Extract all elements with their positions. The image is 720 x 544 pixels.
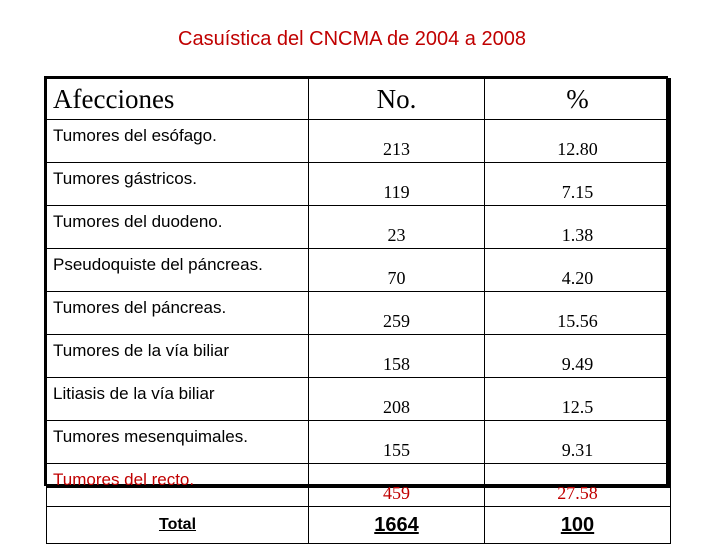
table-row xyxy=(47,163,671,206)
row-number: 213 xyxy=(309,120,485,163)
row-percent: 27.58 xyxy=(485,464,671,507)
row-number: 259 xyxy=(309,292,485,335)
row-name: Tumores de la vía biliar xyxy=(47,335,309,378)
total-percent: 100 xyxy=(485,507,671,544)
table-row xyxy=(47,335,671,378)
row-name: Litiasis de la vía biliar xyxy=(47,378,309,421)
table-row xyxy=(47,378,671,421)
table-row xyxy=(47,249,671,292)
row-percent: 9.49 xyxy=(485,335,671,378)
row-name: Tumores del páncreas. xyxy=(47,292,309,335)
row-percent: 12.5 xyxy=(485,378,671,421)
row-number: 155 xyxy=(309,421,485,464)
table-row xyxy=(47,120,671,163)
row-number: 119 xyxy=(309,163,485,206)
row-name: Tumores gástricos. xyxy=(47,163,309,206)
header-percent: % xyxy=(485,79,671,120)
row-percent: 7.15 xyxy=(485,163,671,206)
row-name: Tumores del recto. xyxy=(47,464,309,507)
header-number: No. xyxy=(309,79,485,120)
row-percent: 12.80 xyxy=(485,120,671,163)
table-row xyxy=(47,292,671,335)
row-number: 459 xyxy=(309,464,485,507)
row-number: 70 xyxy=(309,249,485,292)
row-percent: 15.56 xyxy=(485,292,671,335)
row-name: Pseudoquiste del páncreas. xyxy=(47,249,309,292)
total-number: 1664 xyxy=(309,507,485,544)
table-row-highlighted xyxy=(47,464,671,507)
slide-title: Casuística del CNCMA de 2004 a 2008 xyxy=(178,28,526,50)
row-percent: 4.20 xyxy=(485,249,671,292)
row-number: 208 xyxy=(309,378,485,421)
row-name: Tumores del duodeno. xyxy=(47,206,309,249)
row-number: 23 xyxy=(309,206,485,249)
data-table-container xyxy=(44,76,668,536)
row-percent: 1.38 xyxy=(485,206,671,249)
header-afecciones: Afecciones xyxy=(47,79,309,120)
table-total-row xyxy=(47,507,671,544)
row-name: Tumores del esófago. xyxy=(47,120,309,163)
table-row xyxy=(47,421,671,464)
table-header-row xyxy=(47,79,671,120)
afecciones-table xyxy=(46,78,671,544)
row-number: 158 xyxy=(309,335,485,378)
table-row xyxy=(47,206,671,249)
row-percent: 9.31 xyxy=(485,421,671,464)
row-name: Tumores mesenquimales. xyxy=(47,421,309,464)
total-label: Total xyxy=(47,507,309,544)
